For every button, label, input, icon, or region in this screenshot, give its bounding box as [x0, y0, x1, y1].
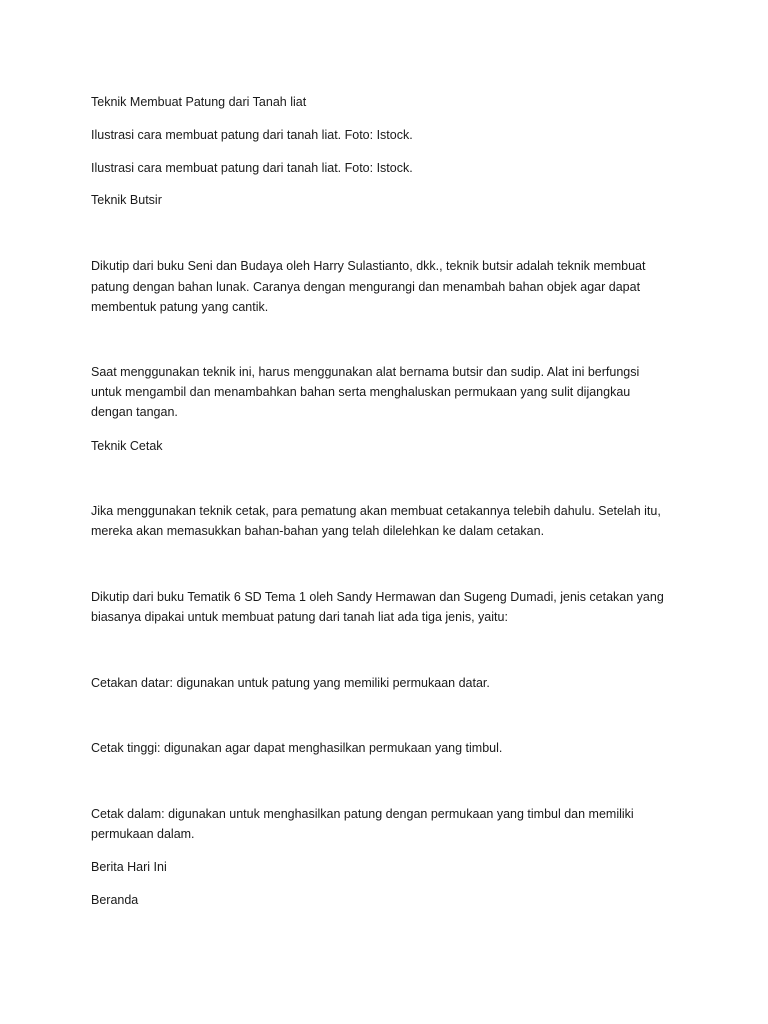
paragraph-line: dengan tangan. [91, 405, 178, 419]
footer-text: Beranda [91, 893, 139, 907]
section-heading: Teknik Cetak [91, 439, 163, 453]
list-item: Cetak dalam: digunakan untuk menghasilkan patung dengan permukaan yang timbul dan memiliki [91, 807, 634, 821]
list-item: Cetakan datar: digunakan untuk patung yang memiliki permukaan datar. [91, 676, 490, 690]
image-caption: Ilustrasi cara membuat patung dari tanah liat. Foto: Istock. [91, 128, 413, 142]
image-caption: Ilustrasi cara membuat patung dari tanah liat. Foto: Istock. [91, 161, 413, 175]
paragraph-line: membentuk patung yang cantik. [91, 300, 269, 314]
list-item: permukaan dalam. [91, 827, 195, 841]
footer-text: Berita Hari Ini [91, 860, 167, 874]
paragraph-line: Saat menggunakan teknik ini, harus menggunakan alat bernama butsir dan sudip. Alat ini berfungsi [91, 365, 640, 379]
paragraph-line: Dikutip dari buku Tematik 6 SD Tema 1 oleh Sandy Hermawan dan Sugeng Dumadi, jenis cetakan yang [91, 590, 664, 604]
paragraph-line: biasanya dipakai untuk membuat patung dari tanah liat ada tiga jenis, yaitu: [91, 610, 508, 624]
document-title: Teknik Membuat Patung dari Tanah liat [91, 95, 307, 109]
paragraph-line: untuk mengambil dan menambahkan bahan serta menghaluskan permukaan yang sulit dijangkau [91, 385, 631, 399]
list-item: Cetak tinggi: digunakan agar dapat menghasilkan permukaan yang timbul. [91, 741, 503, 755]
paragraph-line: Jika menggunakan teknik cetak, para pematung akan membuat cetakannya telebih dahulu. Setelah itu, [91, 504, 661, 518]
paragraph-line: mereka akan memasukkan bahan-bahan yang telah dilelehkan ke dalam cetakan. [91, 524, 545, 538]
paragraph-line: Dikutip dari buku Seni dan Budaya oleh Harry Sulastianto, dkk., teknik butsir adalah teknik membuat [91, 259, 646, 273]
section-heading: Teknik Butsir [91, 193, 162, 207]
paragraph-line: patung dengan bahan lunak. Caranya dengan mengurangi dan menambah bahan objek agar dapat [91, 280, 641, 294]
